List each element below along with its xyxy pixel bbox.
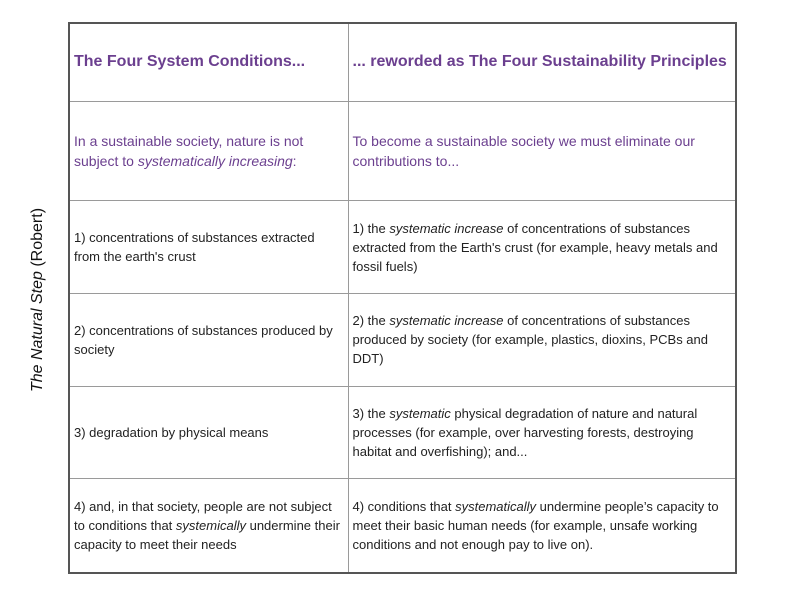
principle-emphasis: systematically — [455, 499, 537, 515]
principle-cell — [348, 293, 736, 386]
intro-left-cell — [69, 101, 348, 201]
principle-cell — [348, 201, 736, 294]
intro-right-cell: To become a sustainable society we must eliminate our contributions to... — [348, 101, 736, 201]
table-row — [69, 386, 736, 479]
condition-cell — [69, 386, 348, 479]
header-system-conditions: The Four System Conditions... — [69, 23, 348, 101]
principle-text: 1) the — [352, 220, 390, 236]
system-conditions-table — [68, 22, 737, 574]
principle-emphasis: systematic — [389, 405, 451, 421]
principle-text: 2) the — [352, 313, 390, 329]
principle-text-rest: physical degradation of nature and natural processes (for example, over harvesting forests, destroying habitat and overfishing); and... — [352, 405, 698, 459]
condition-emphasis: systemically — [175, 518, 246, 534]
table-intro-row — [69, 101, 736, 201]
table-row — [69, 293, 736, 386]
side-caption-text — [29, 208, 47, 392]
principle-emphasis: systematic increase — [389, 220, 504, 236]
side-caption — [18, 200, 58, 400]
principle-text-rest: undermine people’s capacity to meet their basic human needs (for example, unsafe working conditions and not enough pay to live on). — [352, 499, 719, 553]
intro-left-text: In a sustainable society, nature is not subject to — [74, 132, 304, 169]
principle-text-rest: of concentrations of substances extracted from the Earth's crust (for example, heavy metals and fossil fuels) — [352, 220, 718, 274]
table-row — [69, 201, 736, 294]
principle-text: 4) conditions that — [352, 499, 456, 515]
principle-cell — [348, 386, 736, 479]
condition-text-rest: undermine their capacity to meet their needs — [74, 518, 340, 553]
condition-text: 1) concentrations of substances extracted from the earth's crust — [74, 230, 315, 265]
intro-left-suffix: : — [292, 152, 297, 169]
principle-cell — [348, 479, 736, 573]
condition-text: 2) concentrations of substances produced by society — [74, 322, 333, 357]
condition-text: 4) and, in that society, people are not subject to conditions that — [74, 499, 332, 534]
principle-text: 3) the — [352, 405, 390, 421]
intro-left-emphasis: systematically increasing — [137, 152, 293, 169]
side-caption-author: (Robert) — [29, 207, 46, 267]
table-header-row — [69, 23, 736, 101]
side-caption-title: The Natural Step — [29, 271, 46, 393]
condition-cell — [69, 201, 348, 294]
table-row — [69, 479, 736, 573]
condition-cell — [69, 479, 348, 573]
condition-text: 3) degradation by physical means — [74, 424, 269, 440]
condition-cell — [69, 293, 348, 386]
principle-text-rest: of concentrations of substances produced by society (for example, plastics, dioxins, PCBs and DDT) — [352, 313, 709, 367]
principle-emphasis: systematic increase — [389, 313, 504, 329]
header-sustainability-principles: ... reworded as The Four Sustainability Principles — [348, 23, 736, 101]
